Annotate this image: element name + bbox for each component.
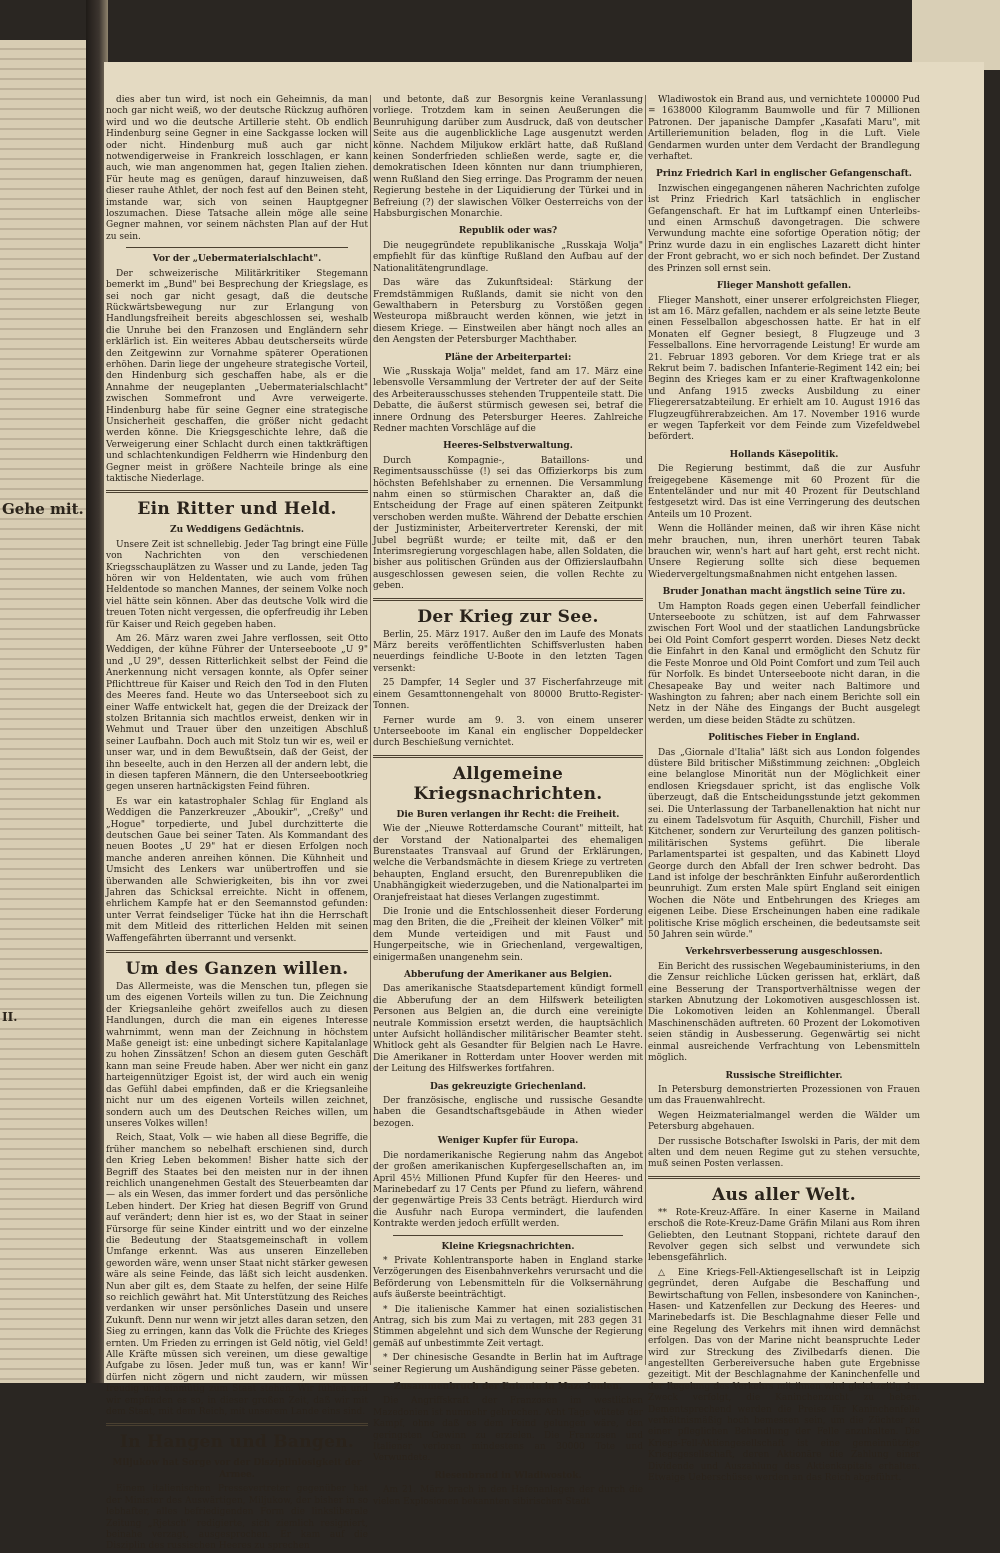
left-page-text-lines [0, 40, 88, 1383]
headline: Allgemeine Kriegsnachrichten. [413, 763, 603, 804]
subheading: Hollands Käsepolitik. [729, 449, 839, 460]
subheading: Russische Streiflichter. [725, 1070, 843, 1081]
headline: Um des Ganzen willen. [125, 959, 349, 980]
subheading: Prinz Friedrich Karl in englischer Gefangenschaft. [656, 169, 912, 180]
subheading: Vor der „Uebermaterialschlacht". [152, 254, 322, 265]
subheading: Abberufung der Amerikaner aus Belgien. [404, 970, 612, 980]
paragraph: Flieger Manshott, einer unserer erfolgreichsten Flieger, ist am 16. März gefallen, nachdem er als seine letzte Beute einen Fesselballon abgeschossen hatte. Er hat in elf Monaten elf Gegner besiegt, 8 Flugzeuge und 3 Fesselballons. Eine hervorragende Leistung! Er wurde am 21. Februar 1893 geboren. Vor dem Kriege trat er als Rekrut beim 7. badischen Infanterie-Regiment 142 ein; bei Beginn des Krieges kam er zu einer Kraftwagenkolonne und Anfang 1915 zwecks Ausbildung zu einer Fliegerersatzabteilung. Er erhielt am 10. August 1916 das Flugzeugführerabzeichen. Am 17. November 1916 wurde er wegen Tapferkeit vor dem Feinde zum Vizefeldwebel befördert. [648, 295, 920, 443]
column-1 [106, 95, 368, 1552]
paragraph: Ein Bericht des russischen Wegebauministeriums, in den die Zensur reichliche Lücken gerissen hat, erklärt, daß eine Besserung der Transportverhältnisse wegen der starken Abnutzung der Lokomotiven ausgeschlossen ist. Die Lokomotiven leiden an Kohlenmangel. Überall Maschinenschäden auftreten. 60 Prozent der Lokomotiven seien ständig in Ausbesserung. Gegenwärtig sei nicht einmal ausreichende Verfrachtung von Lebensmitteln möglich. [648, 961, 920, 1064]
paragraph: Wenn die Holländer meinen, daß wir ihren Käse nicht mehr brauchen, nun, ihren unerhört teuren Tabak brauchen wir, wenn's hart auf hart geht, erst recht nicht. Unsere Regierung sollte sich diese bequemen Wiedervergeltungsmaßnahmen nicht entgehen lassen. [648, 524, 920, 580]
paragraph: Die Angriffskraft der Franzosen im westlichen Mazedonien ist nunmehr gebrochen. Acht Tage wütete der Kampf, ohne daß es dem Feind gelungen wäre, den geringsten Gewinn zu erzielen. Die Franzosen und Italiener verloren mindestens an 30000 Tote und Verwundete. [373, 1396, 643, 1464]
paragraph: Reich, Staat, Volk — wie haben all diese Begriffe, die früher manchem so nebelhaft erschienen sind, durch den Krieg Leben bekommen! Bisher hatte sich der Begriff des Staates bei den meisten nur in der ihnen reichlich unangenehmen Gestalt des Steuerbeamten dar — als ein Wesen, das immer fordert und das persönliche Leben hindert. Der Krieg hat diesen Begriff von Grund auf verändert; denn hier ist es, wo der Staat in seiner Fürsorge für seine Kinder eintritt und wo der einzelne die Bedeutung der Staatsgemeinschaft in vollem Umfange erkennt. Was aus unseren Einzelleben geworden wäre, wenn unser Staat nicht stärker gewesen wäre als seine Feinde, das läßt sich leicht ausdenken. Nun aber gilt es, dem Staate zu helfen, der seine Hilfe so reichlich gewährt hat. Mit Unterstützung des Reiches verdanken wir unser persönliches Dasein und unsere Zukunft. Denn nur wenn wir jetzt alles daran setzen, den Sieg zu erringen, kann das Volk die Früchte des Krieges ernten. Um Frieden zu erringen ist Geld nötig, viel Geld! Alle Kräfte müssen sich vereinen, um diese gewaltige Aufgabe zu lösen. Jeder muß tun, was er kann! Wir dürfen nicht zögern und nicht zaudern, wir müssen freudig und einmütig zum Staat stehen. Wir fühlen und wir empfinden es so, in dieser großen Zeit, daß wir mit dem Staat, mit dem Reich, mit unserem Lande eins sind. [106, 1133, 368, 1418]
paragraph: Das wäre das Zukunftsideal: Stärkung der Fremdstämmigen Rußlands, damit sie nicht von den Gewalthabern in Petersburg zu Vorstößen gegen Westeuropa mißbraucht werden können, wie jetzt in diesem Kriege. — Einstweilen aber hängt noch alles an den Aengsten der Petersburger Machthaber. [373, 278, 643, 346]
paragraph: Das Allermeiste, was die Menschen tun, pflegen sie um des eigenen Vorteils willen zu tun. Die Zeichnung der Kriegsanleihe gehört zweifellos auch zu diesen Handlungen, durch die man ein eigenes Interesse wahrnimmt, wenn man der Zeichnung in höchstem Maße geneigt ist: eine unbedingt sichere Kapitalanlage zu hohen Zinssätzen! Schon an diesem guten Geschäft kann man seine Freude haben. Aber wer nicht ein ganz harteigennütziger Egoist ist, der wird auch ein wenig das Gefühl dabei empfinden, daß er die Kriegsanleihe nicht nur um des eigenen Vorteils willen zeichnet, sondern auch um des Deutschen Reiches willen, um unseres Volkes willen! [106, 982, 368, 1129]
left-page-heading-ii: II. [2, 1010, 18, 1024]
left-page-heading-gehe: Gehe mit. [2, 500, 84, 518]
paragraph: Am 26. März waren zwei Jahre verflossen, seit Otto Weddigen, der kühne Führer der Unterseeboote „U 9" und „U 29", dessen Ritterlichkeit selbst der Feind die Anerkennung nicht versagen konnte, als Opfer seiner Pflichttreue für Kaiser und Reich den Tod in den Fluten des Meeres fand. Heute wo das Unterseeboot sich zu einer Waffe entwickelt hat, gegen die der Dreizack der stolzen Britannia sich machtlos erweist, denken wir in Wehmut und Trauer über den unzeitigen Abschluß seiner Laufbahn. Doch auch mit Stolz tun wir es, weil er unser war, und in dem Bewußtsein, daß der Geist, der ihn beseelte, auch in den Herzen all der andern lebt, die in diesen tapferen Männern, die den Unterseebootkrieg gegen unseren hartnäckigsten Feind führen. [106, 634, 368, 793]
subheading: Das gekreuzigte Griechenland. [429, 1081, 587, 1092]
paragraph: Das „Giornale d'Italia" läßt sich aus London folgendes düstere Bild britischer Mißstimmung zeichnen: „Obgleich eine belanglose Minorität nun der Möglichkeit einer endlosen Kriegsdauer spricht, ist das englische Volk überzeugt, daß die Entscheidungsstunde jetzt gekommen sei. Die Unterlassung der Tarbanellenaktion hat nicht nur zu einem Tadelsvotum für Asquith, Churchill, Fisher und Kitchener, sondern zur Verurteilung des ganzen politisch-militärischen Systems geführt. Die liberale Parlamentspartei ist gespalten, und das Kabinett Lloyd George durch den Abfall der Iren schwer bedroht. Das Land ist infolge der beschränkten Einfuhr außerordentlich beunruhigt. Zum ersten Male spürt England seit einigen Wochen die Nöte und Entbehrungen des Krieges am eigenen Leibe. Diese Erscheinungen haben eine radikale politische Krise möglich erscheinen, die bedeutsamste seit 50 Jahren sein würde." [648, 747, 920, 941]
column-rule [645, 95, 646, 1365]
paragraph: Das amerikanische Staatsdepartement kündigt formell die Abberufung der an dem Hilfswerk beteiligten Personen aus Belgien an, die durch eine vereinigte neutrale Kommission ersetzt werden, die hauptsächlich unter Aufsicht holländischer militärischer Beamter steht. Whitlock geht als Gesandter für Belgien nach Le Havre. Die Amerikaner in Rotterdam unter Hoover werden mit der Leitung des Hilfswerkes fortfahren. [373, 984, 643, 1075]
headline: In Hangen und Bangen. [119, 1432, 355, 1453]
subheading: Die Buren verlangen ihr Recht: die Freiheit. [396, 809, 620, 820]
paragraph: * Die italienische Kammer hat einen sozialistischen Antrag, sich bis zum Mai zu vertagen, mit 283 gegen 31 Stimmen abgelehnt und sich dem Wunsche der Regierung gemäß auf unbestimmte Zeit vertagt. [373, 1304, 643, 1349]
paragraph: Am 21. März brach in den Hafenanlagen der durch die vielen Explosionen bekannten sibirischen Stadt [373, 1485, 643, 1507]
paragraph: In Petersburg demonstrierten Prozessionen von Frauen um das Frauenwahlrecht. [648, 1084, 920, 1107]
paragraph: Berlin, 25. März 1917. Außer den im Laufe des Monats März bereits veröffentlichten Schiffsverlusten haben neuerdings feindliche U-Boote in den letzten Tagen versenkt: [373, 629, 643, 674]
subheading: Weniger Kupfer für Europa. [437, 1136, 579, 1147]
paragraph: Es war ein katastrophaler Schlag für England als Weddigen die Panzerkreuzer „Aboukir", „Creßy" und „Hogue" torpedierte, und Jubel durchzitterte die deutschen Gaue bei seiner Taten. Als Kommandant des neuen Bootes „U 29" hat er diesen Erfolgen noch manche anderen anreihen können. Die Kühnheit und Umsicht des Lenkers war unübertroffen und sie überwanden alle Schwierigkeiten, bis ihn vor zwei Jahren das Schicksal erreichte. Nicht in offenem, ehrlichem Kampfe hat er den Seemannstod gefunden: unter Verrat feindseliger Tücke hat ihn die Herrschaft mit dem Mitleid des ritterlichen Helden mit seinen Waffengefährten überrannt und versenkt. [106, 796, 368, 944]
paragraph: Wegen Heizmaterialmangel werden die Wälder um Petersburg abgehauen. [648, 1110, 920, 1133]
subheading: Heeres-Selbstverwaltung. [443, 441, 573, 452]
headline: Ein Ritter und Held. [137, 499, 337, 520]
paragraph: Der französische, englische und russische Gesandte haben die Gesandtschaftsgebäude in Athen wieder bezogen. [373, 1096, 643, 1129]
paragraph: Der schweizerische Militärkritiker Stegemann bemerkt im „Bund" bei Besprechung der Kriegslage, es sei noch gar nicht gesagt, daß die deutsche Rückwärtsbewegung nur zur Erlangung von Handlungsfreiheit bereits abgeschlossen sei, weshalb die Unruhe bei den Franzosen und Engländern sehr erklärlich ist. Ein weiteres Abbau deutscherseits würde den Zeitgewinn zur Vornahme späterer Operationen erhöhen. Darin liege der ungeheure strategische Vorteil, den Hindenburg sich geschaffen habe, als er die Annahme der neugeplanten „Uebermaterialschlacht" zwischen Sommefront und Avre verweigerte. Hindenburg habe für seine Gegner eine strategische Unsicherheit geschaffen, die größer nicht gedacht werden könne. Die Kriegsgeschichte lehre, daß die Verweigerung einer Schlacht durch einen taktkräftigen und schlachtenkundigen Feldherrn wie Hindenburg den Gegner meist in größere Nachteile bringe als eine taktische Niederlage. [106, 268, 368, 484]
paragraph: Inzwischen eingegangenen näheren Nachrichten zufolge ist Prinz Friedrich Karl tatsächlich in englischer Gefangenschaft. Er hat im Luftkampf einen Unterleibs- und einen Armschuß davongetragen. Die schwere Verwundung machte eine sofortige Operation nötig; der Prinz wurde dazu in ein englisches Lazarett dicht hinter der Front gebracht, wo er sich noch befindet. Der Zustand des Prinzen soll ernst sein. [648, 183, 920, 274]
paragraph: * Private Kohlentransporte haben in England starke Verzögerungen des Eisenbahnverkehrs verursacht und die Beförderung von Lebensmitteln für die Volksernährung aufs äußerste beeinträchtigt. [373, 1255, 643, 1301]
subheading: Miljukow hat Sorge vor der Disziplinlosigkeit der Armee. [112, 1458, 362, 1480]
paragraph: Ferner wurde am 9. 3. von einem unserer Unterseeboote im Kanal ein englischer Doppeldecker durch Beschießung vernichtet. [373, 715, 643, 749]
subheading: Pläne der Arbeiterpartei: [444, 352, 572, 363]
paragraph: Durch Kompagnie-, Bataillons- und Regimentsausschüsse (!) sei das Offizierkorps bis zum höchsten Befehlshaber zu ernennen. Die Versammlung nahm einen so stürmischen Charakter an, daß die Entscheidung der Frage auf einen späteren Zeitpunkt verschoben werden mußte. Während der Debatte erschien der Justizminister, Arbeitervertreter Kerenski, der mit Jubel begrüßt wurde; er teilte mit, daß er den Interimsregierung vorgeschlagen habe, allen Soldaten, die bisher aus politischen Gründen aus der Offizierslaufbahn ausgeschlossen gewesen seien, die vollen Rechte zu geben. [373, 455, 643, 592]
paragraph: Die nordamerikanische Regierung nahm das Angebot der großen amerikanischen Kupfergesellschaften an, im April 45½ Millionen Pfund Kupfer für den Heeres- und Marinebedarf zu 17 Cents per Pfund zu liefern, während der gegenwärtige Preis 33 Cents beträgt. Hierdurch wird die Ausfuhr nach Europa vermindert, die laufenden Kontrakte werden jedoch erfüllt werden. [373, 1150, 643, 1230]
paragraph: Wladiwostok ein Brand aus, und vernichtete 100000 Pud = 1638000 Kilogramm Baumwolle und für 7 Millionen Patronen. Der japanische Dampfer „Kasafati Maru", mit Artilleriemunition beladen, flog in die Luft. Viele Gendarmen wurden unter dem Verdacht der Brandlegung verhaftet. [648, 95, 920, 163]
paragraph: * Der chinesische Gesandte in Berlin hat im Auftrage seiner Regierung um Aushändigung seiner Pässe gebeten. [373, 1353, 643, 1375]
paragraph: Die Regierung bestimmt, daß die zur Ausfuhr freigegebene Käsemenge mit 60 Prozent für die Ententeländer und nur mit 40 Prozent für Deutschland festgesetzt wird. Das ist eine Verringerung des deutschen Anteils um 10 Prozent. [648, 464, 920, 520]
paragraph: Die Ironie und die Entschlossenheit dieser Forderung mag den Briten, die die „Freiheit der kleinen Völker" mit dem Munde verteidigen und mit Faust und Hungerpeitsche, wie in Griechenland, vergewaltigen, einigermaßen unangenehm sein. [373, 906, 643, 963]
paragraph: Der russische Botschafter Iswolski in Paris, der mit dem alten und dem neuen Regime gut zu stehen versuchte, muß seinen Posten verlassen. [648, 1136, 920, 1170]
paragraph: 25 Dampfer, 14 Segler und 37 Fischerfahrzeuge mit einem Gesamttonnengehalt von 80000 Brutto-Register-Tonnen. [373, 678, 643, 712]
paragraph: ** Rote-Kreuz-Affäre. In einer Kaserne in Mailand erschoß die Rote-Kreuz-Dame Gräfin Milani aus Rom ihren Geliebten, den Leutnant Stoppani, richtete darauf den Revolver gegen sich selbst und verwundete sich lebensgefährlich. [648, 1207, 920, 1264]
paragraph: Die neugegründete republikanische „Russkaja Wolja" empfiehlt für das künftige Rußland den Aufbau auf der Nationalitätengrundlage. [373, 240, 643, 274]
subheading: Verkehrsverbesserung ausgeschlossen. [685, 947, 883, 958]
headline: Aus aller Welt. [712, 1184, 856, 1205]
column-rule [370, 95, 371, 1365]
paragraph: Einem italienischen Pressevertreter gegenüber hat der Minister des Auswärtigen, Miljukow, der bisher in so lebhafter, alles befriedigenden Form die linksliberale Zeitung „Rjetsch" redigierte, sich ziemlich resigniert, beinahe verzagt, ausgesprochen. Er kam auf die Disziplin des russischen Heeres zu sprechen [106, 1484, 368, 1552]
page-corner [912, 0, 1000, 70]
subheading: Politisches Fieber in England. [708, 733, 860, 744]
paragraph: △ Eine Kriegs-Fell-Aktiengesellschaft ist in Leipzig gegründet, deren Aufgabe die Beschaffung und Bewirtschaftung von Fellen, insbesondere von Kaninchen-, Hasen- und Katzenfellen zur Deckung des Heeres- und Marinebedarfs ist. Die Beschlagnahme dieser Felle und eine Regelung des Verkehrs mit ihnen wird demnächst erfolgen. Das von der Marine nicht beanspruchte Leder wird zur Streckung des Zivilbedarfs dienen. Die angestellten Gerbereiversuche haben gute Ergebnisse gezeitigt. Mit der Beschlagnahme der Kaninchenfelle und der Regelung des Verkehrs mit ihnen wird gleichzeitig der Zweck verfolgt, die Kaninchenzucht zu heben. Dementsprechend werden die Preise für Kaninchenfelle verhältnismäßig hoch bemessen sein, um die Züchter zu einer pfleglichen Behandlung der Felle anzuhalten. Die Kriegs-Fell-Aktiengesellschaft ist eine gemeinnützige Kriegsgesellschaft, deren Aktionäre die Zahlung einer Dividende und Auszahlung des Aktienkapitals erhalten. Etwaige Ueberschüsse werden an das Reich abgeführt. [648, 1267, 920, 1484]
paragraph: und betonte, daß zur Besorgnis keine Veranlassung vorliege. Trotzdem kam in seinen Aeußerungen die Beunruhigung darüber zum Ausdruck, daß von deutscher Seite aus die augenblickliche Lage ausgenutzt werden könne. Nachdem Miljukow erklärt hatte, daß Rußland keinen Sonderfrieden schließen werde, sagte er, die demokratischen Ideen könnten nur dann triumphieren, wenn Rußland den Sieg erringe. Das Programm der neuen Regierung bestehe in der Liquidierung der Türkei und in Befreiung (?) der slawischen Völker Oesterreichs von der Habsburgischen Monarchie. [373, 95, 643, 220]
headline: Der Krieg zur See. [417, 606, 599, 627]
paragraph: Unsere Zeit ist schnellebig. Jeder Tag bringt eine Fülle von Nachrichten von den verschiedenen Kriegsschauplätzen zu Wasser und zu Lande, jeden Tag hören wir von Heldentaten, wie auch vom frühen Heldentode so manchen Mannes, der seinem Volke noch viel hätte sein können. Aber das deutsche Volk wird die treuen Toten nicht vergessen, die opferfreudig ihr Leben für Kaiser und Reich gegeben haben. [106, 539, 368, 630]
subheading: Republik oder was? [458, 226, 558, 237]
subheading: Bruder Jonathan macht ängstlich seine Türe zu. [662, 587, 906, 598]
paragraph: Wie „Russkaja Wolja" meldet, fand am 17. März eine lebensvolle Versammlung der Vertreter der auf der Seite des Arbeiterausschusses stehenden Truppenteile statt. Die Debatte, die äußerst stürmisch gewesen sei, betraf die innere Ordnung des Petersburger Heeres. Zahlreiche Redner machten Vorschläge auf die [373, 366, 643, 434]
subheading: Flieger Manshott gefallen. [716, 281, 852, 292]
subheading: Riesenbrand in Wladiwostok. [434, 1470, 582, 1481]
subheading: Zusammenbruch der Entente in Mazedonien. [393, 1382, 623, 1392]
left-page-fragment [0, 40, 88, 1383]
paragraph: dies aber tun wird, ist noch ein Geheimnis, da man noch gar nicht weiß, wo der deutsche Rückzug aufhören wird und wo die deutsche Artillerie steht. Ob endlich Hindenburg seine Gegner in eine Sackgasse locken will oder nicht. Hindenburg muß auch gar nicht notwendigerweise in Frankreich losschlagen, er kann auch, wie man angenommen hat, gegen Italien ziehen. Für heute mag es genügen, darauf hinzuweisen, daß dieser rauhe Athlet, der noch fest auf den Beinen steht, imstande war, sich von seinen Hauptgegner loszumachen. Diese Tatsache allein möge alle seine Gegner mahnen, vor seinem nächsten Plan auf der Hut zu sein. [106, 95, 368, 242]
paragraph: Um Hampton Roads gegen einen Ueberfall feindlicher Unterseeboote zu schützen, ist auf dem Fahrwasser zwischen Fort Wool und der staatlichen Landungsbrücke bei Old Point Comfort gesperrt worden. Dieses Netz deckt die Einfahrt in den Kanal und ermöglicht den Schutz für die Feste Monroe und Old Point Comfort und zum Teil auch für Norfolk. Es bindet Unterseeboote nicht daran, in die Chesapeake Bay und weiter nach Baltimore und Washington zu fahren; aber nach einem Berichte soll ein Netz in der Nähe des Eingangs der Bucht ausgelegt werden, um diese beiden Städte zu schützen. [648, 601, 920, 726]
paragraph: Wie der „Nieuwe Rotterdamsche Courant" mitteilt, hat der Vorstand der Nationalpartei des ehemaligen Burenstaates Transvaal auf Grund der Erklärungen, welche die Verbandsmächte in diesem Kriege zu vertreten behaupten, England ersucht, den Burenrepubliken die Unabhängigkeit wiederzugeben, und die Nationalpartei im Oranjefreistaat hat dieses Verlangen zugestimmt. [373, 824, 643, 903]
subheading: Kleine Kriegsnachrichten. [441, 1241, 575, 1252]
column-2 [373, 95, 643, 1507]
subheading: Zu Weddigens Gedächtnis. [170, 525, 304, 536]
column-3 [648, 95, 920, 1484]
